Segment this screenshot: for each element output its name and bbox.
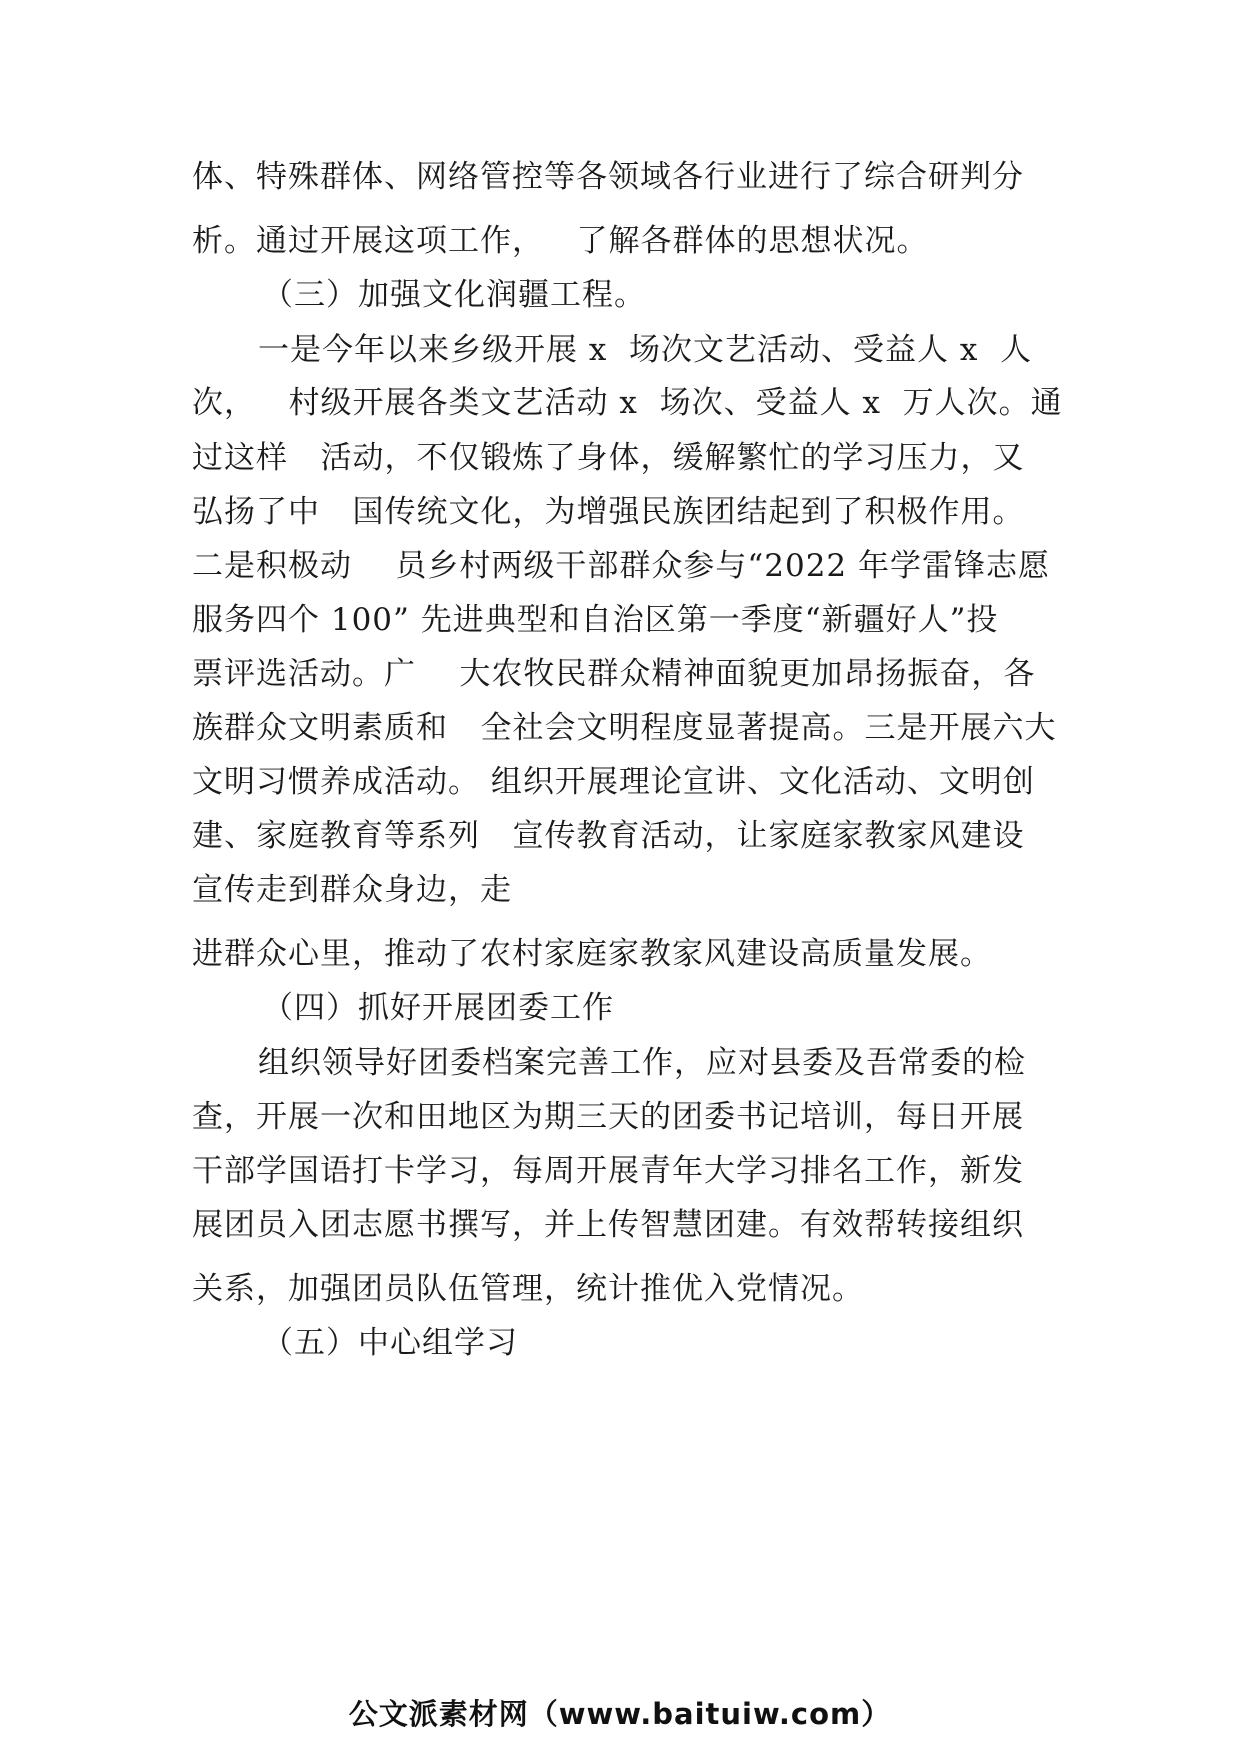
paragraph-line: 宣传走到群众身边，走: [192, 872, 512, 908]
paragraph-line: 服务四个 100” 先进典型和自治区第一季度“新疆好人”投: [192, 602, 999, 638]
footer-watermark: 公文派素材网（www.baituiw.com）: [348, 1697, 892, 1731]
paragraph-line: 关系，加强团员队伍管理，统计推优入党情况。: [192, 1271, 864, 1307]
paragraph-line: 一是今年以来乡级开展 x 场次文艺活动、受益人 x 人: [258, 332, 1033, 368]
paragraph-line: 族群众文明素质和 全社会文明程度显著提高。三是开展六大: [192, 710, 1057, 746]
paragraph-line: 文明习惯养成活动。 组织开展理论宣讲、文化活动、文明创: [192, 764, 1035, 800]
section-heading: （三）加强文化润疆工程。: [262, 277, 646, 313]
paragraph-line: 析。通过开展这项工作， 了解各群体的思想状况。: [192, 223, 929, 259]
paragraph-line: 组织领导好团委档案完善工作，应对县委及吾常委的检: [258, 1045, 1026, 1081]
paragraph-line: 票评选活动。广 大农牧民群众精神面貌更加昂扬振奋，各: [192, 656, 1036, 692]
paragraph-line: 次， 村级开展各类文艺活动 x 场次、受益人 x 万人次。通: [192, 385, 1063, 421]
paragraph-line: 建、家庭教育等系列 宣传教育活动，让家庭家教家风建设: [192, 818, 1025, 854]
paragraph-line: 二是积极动 员乡村两级干部群众参与“2022 年学雷锋志愿: [192, 548, 1051, 584]
section-heading: （四）抓好开展团委工作: [262, 990, 614, 1026]
paragraph-line: 展团员入团志愿书撰写，并上传智慧团建。有效帮转接组织: [192, 1207, 1024, 1243]
paragraph-line: 弘扬了中 国传统文化，为增强民族团结起到了积极作用。: [192, 494, 1025, 530]
paragraph-line: 进群众心里，推动了农村家庭家教家风建设高质量发展。: [192, 936, 992, 972]
paragraph-line: 过这样 活动，不仅锻炼了身体，缓解繁忙的学习压力，又: [192, 440, 1025, 476]
section-heading: （五）中心组学习: [262, 1325, 518, 1361]
paragraph-line: 查，开展一次和田地区为期三天的团委书记培训，每日开展: [192, 1099, 1024, 1135]
paragraph-line: 干部学国语打卡学习，每周开展青年大学习排名工作，新发: [192, 1153, 1024, 1189]
paragraph-line: 体、特殊群体、网络管控等各领域各行业进行了综合研判分: [192, 159, 1024, 195]
